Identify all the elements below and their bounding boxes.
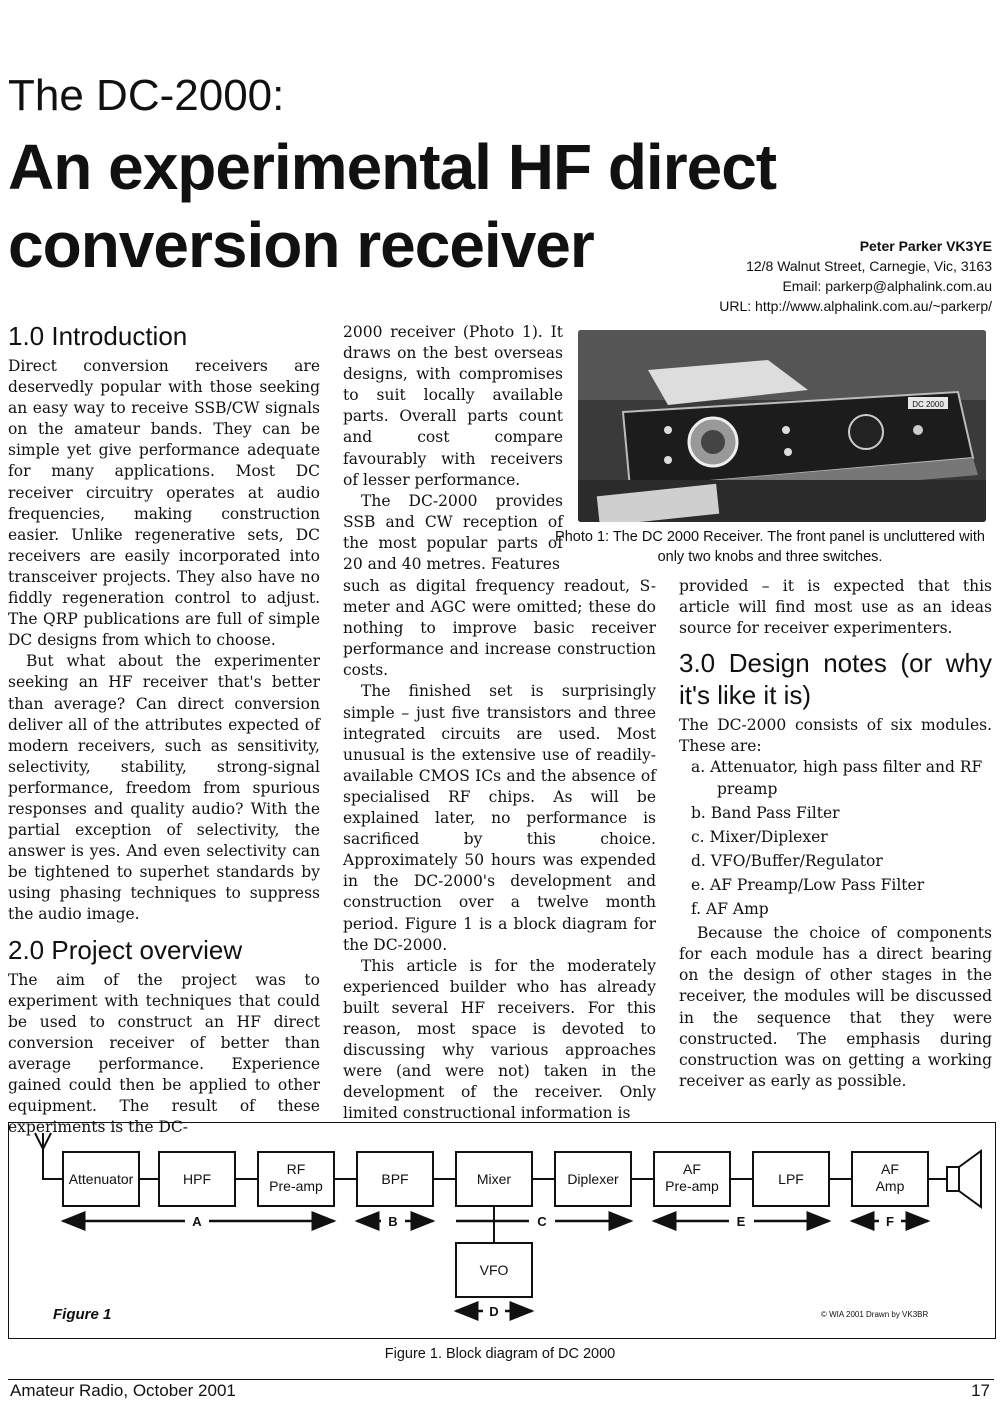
column-1 xyxy=(8,318,320,1138)
overview-paragraph-1a: The aim of the project was to experiment with techniques that could be used to construct an HF direct conversion receiver of better than average performance. Experience gained could then be applied to other equipment. The result of these experiments is the DC- xyxy=(8,970,320,1137)
span-label-b: B xyxy=(388,1214,398,1229)
intro-heading: 1.0 Introduction xyxy=(8,321,188,351)
author-url: URL: http://www.alphalink.com.au/~parkerp/ xyxy=(719,298,992,314)
list-item: f. AF Amp xyxy=(691,900,769,919)
mixer-label: Mixer xyxy=(476,1171,512,1187)
rf-preamp-label-1: RF xyxy=(286,1161,306,1177)
af-amp-label-2: Amp xyxy=(875,1178,905,1194)
list-item: e. AF Preamp/Low Pass Filter xyxy=(691,875,925,894)
overview-heading: 2.0 Project overview xyxy=(8,934,243,965)
overview-paragraph-3: The finished set is surprisingly simple – just five transistors and three integrated circuits are used. Most unusual is the extensive use of readily-available CMOS ICs and the absence of specialised RF chips. As will be explained later, no performance is sacrificed by this choice. Approximately 50 hours was expended in the DC-2000's development and construction over a twelve month period. Figure 1 is a block diagram for the DC-2000. xyxy=(343,682,656,954)
page-number: 17 xyxy=(971,1381,990,1400)
design-heading: 3.0 Design notes (or why it's like it is) xyxy=(679,648,992,711)
span-label-e: E xyxy=(736,1214,746,1229)
diplexer-label: Diplexer xyxy=(567,1171,619,1187)
footer-rule xyxy=(8,1379,994,1380)
panel-label: DC 2000 xyxy=(912,400,944,409)
design-paragraph-2: Because the choice of components for each module has a direct bearing on the design of other stages in the receiver, the modules will be discussed in the sequence that they were constructed. The emphasis during construction was on getting a working receiver as early as possible. xyxy=(679,924,992,1090)
figure-credit: © WIA 2001 Drawn by VK3BR xyxy=(821,1310,929,1319)
lpf-label: LPF xyxy=(778,1171,804,1187)
column-2-lower xyxy=(343,576,656,1124)
author-block xyxy=(719,236,992,316)
attenuator-label: Attenuator xyxy=(68,1171,134,1187)
overview-paragraph-1b: 2000 receiver (Photo 1). It draws on the best overseas designs, with compromises to suit locally available parts. Overall parts count and cost compare favourably with receivers of lesser performance. xyxy=(343,323,563,489)
list-item: b. Band Pass Filter xyxy=(691,803,840,822)
span-label-a: A xyxy=(192,1214,202,1229)
span-label-d: D xyxy=(489,1304,499,1319)
publication-footer: Amateur Radio, October 2001 xyxy=(10,1381,236,1400)
span-label-f: F xyxy=(886,1214,894,1229)
list-item: d. VFO/Buffer/Regulator xyxy=(691,851,883,870)
column-3 xyxy=(679,576,992,1092)
overview-paragraph-2b: such as digital frequency readout, S-meter and AGC were omitted; these do nothing to improve basic receiver performance and increase construction costs. xyxy=(343,577,656,680)
af-preamp-label-2: Pre-amp xyxy=(665,1178,719,1194)
overview-paragraph-4b: provided – it is expected that this article will find most use as an ideas source for receiver experimenters. xyxy=(679,577,992,638)
receiver-photo-drawing xyxy=(578,330,986,522)
block-diagram-frame xyxy=(8,1122,996,1339)
list-item: c. Mixer/Diplexer xyxy=(691,827,828,846)
hpf-label: HPF xyxy=(183,1171,211,1187)
receiver-photo xyxy=(578,330,986,522)
af-amp-label-1: AF xyxy=(881,1161,899,1177)
intro-paragraph-1: Direct conversion receivers are deservedly popular with those seeking an easy way to receive SSB/CW signals on the amateur bands. They can be simple yet give performance adequate for many applications. Most DC receiver circuitry operates at audio frequencies, making construction easier. Unlike regenerative sets, DC receivers are easily incorporated into transceiver projects. They also have no fiddly regeneration control to adjust. The QRP publications are full of simple DC designs from which to choose. xyxy=(8,357,320,650)
af-preamp-label-1: AF xyxy=(683,1161,701,1177)
module-list xyxy=(679,757,992,920)
overview-paragraph-2a: The DC-2000 provides SSB and CW reception of the most popular parts of 20 and 40 metres. Features xyxy=(343,491,563,574)
author-email: Email: parkerp@alphalink.com.au xyxy=(782,278,992,294)
title-line-1: The DC-2000: xyxy=(8,71,285,120)
author-name: Peter Parker VK3YE xyxy=(859,238,992,254)
block-diagram xyxy=(9,1123,995,1338)
design-paragraph-1: The DC-2000 consists of six modules. These are: xyxy=(679,716,992,756)
overview-paragraph-4a: This article is for the moderately experienced builder who has already built several HF receivers. For this reason, most space is devoted to discussing why various approaches were (and were not) taken in the development of the receiver. Only limited constructional information is xyxy=(343,956,656,1123)
title-line-2: An experimental HF direct xyxy=(8,131,777,203)
vfo-label: VFO xyxy=(479,1262,509,1278)
author-address: 12/8 Walnut Street, Carnegie, Vic, 3163 xyxy=(746,258,992,274)
title-line-3: conversion receiver xyxy=(8,209,594,281)
rf-preamp-label-2: Pre-amp xyxy=(269,1178,323,1194)
figure-label: Figure 1 xyxy=(53,1306,112,1323)
intro-paragraph-2: But what about the experimenter seeking an HF receiver that's better than average? Can direct conversion deliver all of the attributes expected of modern receivers, such as sensitivity, selectivity, stability, strong-signal performance, freedom from spurious responses and quality audio? With the partial exception of selectivity, the answer is yes. And even selectivity can be tightened to superhet standards by using phasing techniques to suppress the audio image. xyxy=(8,652,320,924)
list-item: a. Attenuator, high pass filter and RF preamp xyxy=(691,758,983,798)
speaker-icon xyxy=(947,1151,981,1207)
column-2-upper xyxy=(343,322,563,575)
antenna-icon xyxy=(35,1133,63,1179)
bpf-label: BPF xyxy=(381,1171,409,1187)
figure-caption: Figure 1. Block diagram of DC 2000 xyxy=(384,1346,616,1362)
photo-caption: Photo 1: The DC 2000 Receiver. The front panel is uncluttered with only two knobs and three switches. xyxy=(555,529,985,565)
span-label-c: C xyxy=(537,1214,547,1229)
